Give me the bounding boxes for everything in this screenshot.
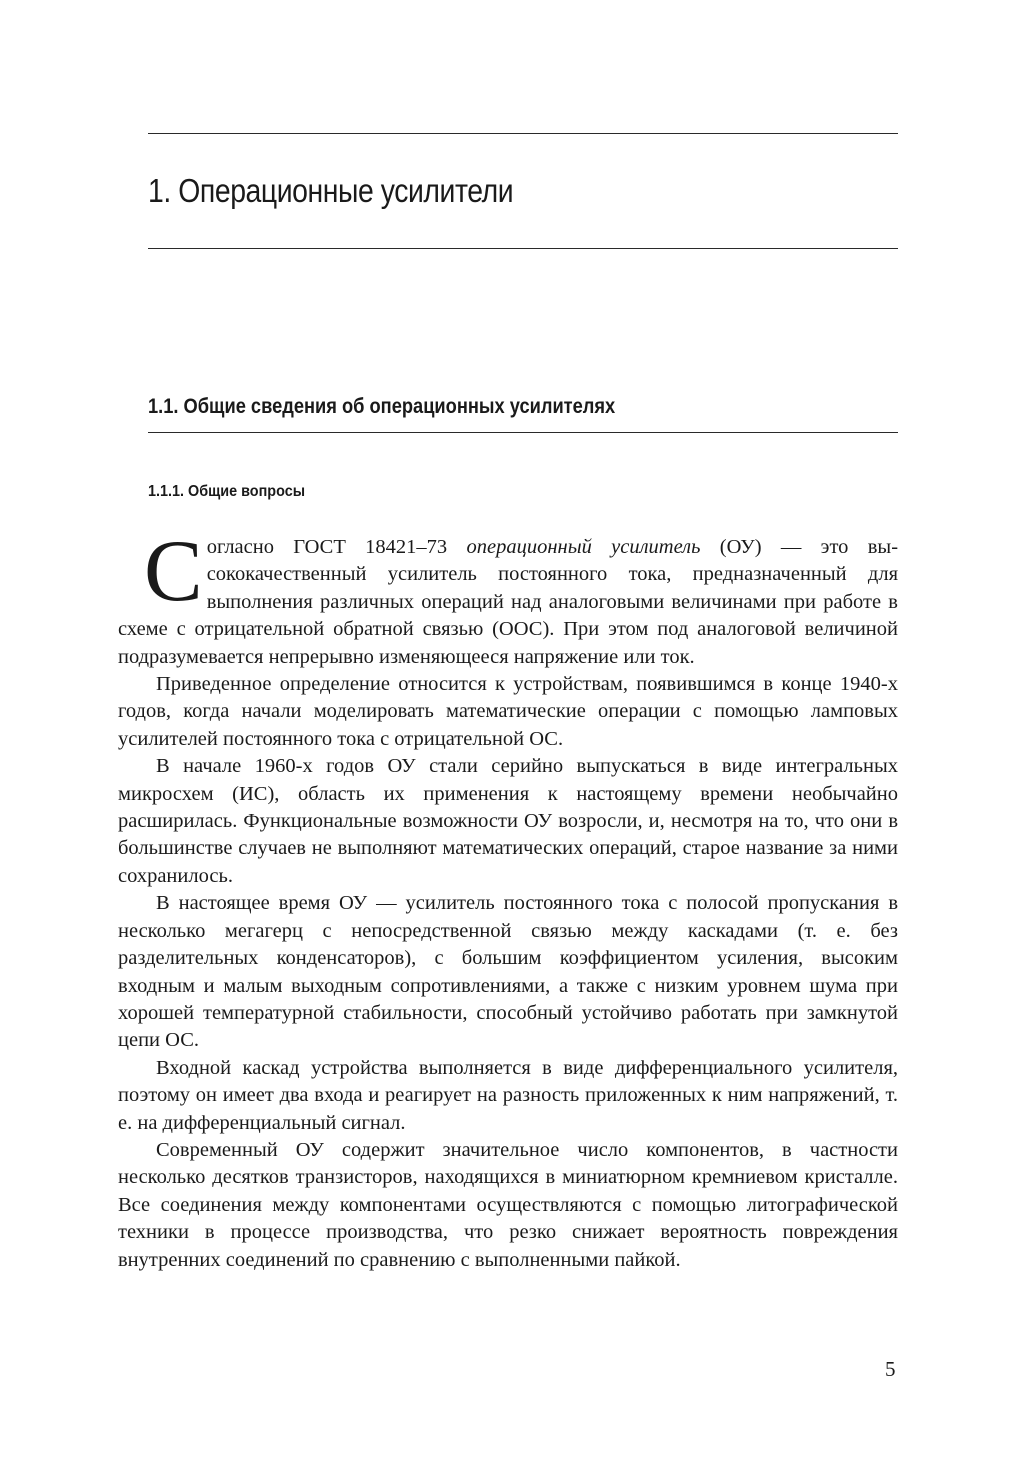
page-number: 5 xyxy=(885,1357,896,1381)
paragraph-2: Приведенное определение относится к устройствам, появившимся в конце 1940-х годов, когда начали моделировать математические операции с помощью ламповых усилителей постоянного тока с отрицательной ОС. xyxy=(118,673,898,750)
paragraph-1 xyxy=(118,523,899,671)
body-text xyxy=(118,523,899,1274)
paragraph-3: В начале 1960-х годов ОУ стали серийно выпускаться в виде интегральных микросхем (ИС), область их применения к настоящему времени необычайно расширилась. Функциональные возможности ОУ возросли, и, несмотря на то, что они в большинстве случаев не выполняют математических операций, старое название за ними сохранилось. xyxy=(118,755,898,887)
subsection-title: 1.1.1. Общие вопросы xyxy=(148,483,306,500)
drop-cap: С xyxy=(144,523,203,620)
section-title: 1.1. Общие сведения об операционных усилителях xyxy=(148,395,616,418)
chapter-bottom-rule xyxy=(148,248,898,249)
section-rule xyxy=(148,432,898,433)
paragraph-6: Современный ОУ содержит значительное число компонентов, в частности несколько десятков транзисторов, находящихся в миниатюрном кремниевом кристалле. Все соединения между компонентами осуществляются с помощью литографической техники в процессе производства, что резко снижает вероятность повреждения внутренних соединений по сравнению с выполненными пайкой. xyxy=(118,1138,898,1271)
paragraph-1-lead: огласно ГОСТ 18421–73 xyxy=(206,536,467,558)
term-operational-amplifier: операционный усилитель xyxy=(466,536,701,558)
chapter-top-rule xyxy=(148,133,898,134)
paragraph-1-rest: (ОУ) — это высококачественный усилитель постоянного тока, предназначенный для выполнения различных операций над аналоговыми величинами при работе в схеме с отрицательной обратной связью (ООС). При этом под аналоговой величиной подразумевается непрерывно изменяющееся напряжение или ток. xyxy=(118,536,899,668)
paragraph-4: В настоящее время ОУ — усилитель постоянного тока с полосой пропускания в несколько мегагерц с непосредственной связью между каскадами (т. е. без разделительных конденсаторов), с большим коэффициентом усиления, высоким входным и малым выходным сопротивлениями, а также с низким уровнем шума при хорошей температурной стабильности, способный устойчиво работать при замкнутой цепи ОС. xyxy=(118,892,898,1052)
paragraph-5: Входной каскад устройства выполняется в виде дифференциального усилителя, поэтому он имеет два входа и реагирует на разность приложенных к ним напряжений, т. е. на дифференциальный сигнал. xyxy=(118,1056,898,1134)
chapter-title: 1. Операционные усилители xyxy=(148,172,514,209)
